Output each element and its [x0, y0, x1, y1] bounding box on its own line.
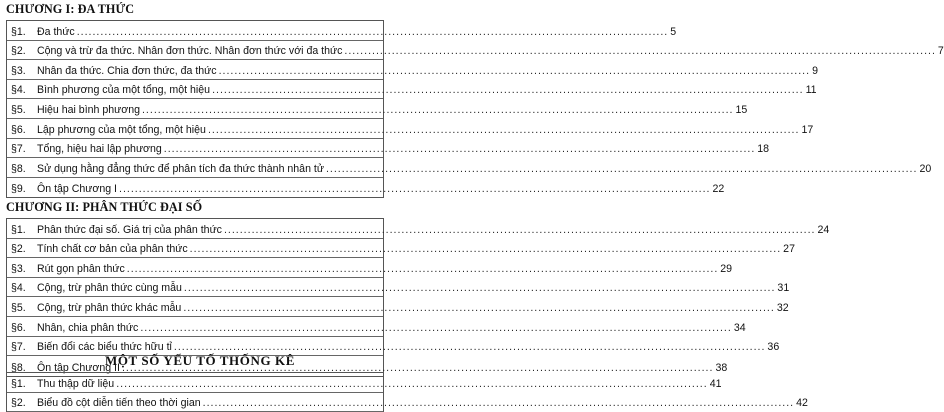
chapter-2-heading: CHƯƠNG II: PHÂN THỨC ĐẠI SỐ: [6, 200, 203, 214]
entry-title: Thu thập dữ liệu: [37, 377, 115, 390]
toc-entry[interactable]: [7, 99, 748, 119]
entry-title: Phân thức đại số. Giá trị của phân thức: [37, 223, 222, 236]
dot-leader: [183, 302, 775, 314]
toc-entry[interactable]: [7, 393, 808, 412]
toc-entry[interactable]: [7, 60, 818, 80]
toc-entry[interactable]: [7, 21, 677, 41]
entry-title: Nhân đa thức. Chia đơn thức, đa thức: [37, 64, 217, 77]
entry-page-number: 18: [757, 143, 770, 156]
toc-entry[interactable]: [7, 178, 725, 198]
entry-page-number: 15: [735, 103, 748, 116]
entry-page-number: 32: [776, 301, 789, 314]
entry-title: Ôn tập Chương II: [37, 361, 120, 374]
entry-page-number: 11: [805, 84, 817, 97]
entry-page-number: 7: [937, 45, 944, 58]
entry-number: §4.: [11, 84, 26, 97]
entry-title: Bình phương của một tổng, một hiệu: [37, 84, 211, 97]
entry-page-number: 29: [720, 262, 733, 275]
entry-number: §7.: [11, 341, 26, 354]
dot-leader: [212, 84, 804, 96]
toc-entry[interactable]: [7, 158, 932, 178]
entry-page-number: 38: [715, 361, 728, 374]
entry-number: §8.: [11, 162, 26, 175]
entry-number: §4.: [11, 282, 26, 295]
entry-page-number: 42: [796, 397, 808, 410]
entry-page-number: 20: [919, 162, 932, 175]
toc-entry[interactable]: [7, 239, 795, 259]
entry-page-number: 27: [783, 243, 795, 256]
entry-title: Biểu đồ cột diễn tiến theo thời gian: [37, 397, 201, 410]
dot-leader: [203, 397, 795, 409]
entry-title: Nhân, chia phân thức: [37, 321, 139, 334]
dot-leader: [344, 45, 936, 57]
entry-number: §3.: [11, 64, 26, 77]
entry-number: §2.: [11, 45, 26, 58]
entry-page-number: 31: [777, 282, 790, 295]
entry-page-number: 41: [709, 377, 722, 390]
entry-page-number: 9: [812, 64, 818, 77]
entry-number: §6.: [11, 321, 26, 334]
entry-number: §5.: [11, 103, 26, 116]
entry-number: §1.: [11, 223, 26, 236]
dot-leader: [224, 224, 816, 236]
entry-page-number: 17: [801, 123, 814, 136]
entry-number: §2.: [11, 397, 26, 410]
entry-title: Cộng, trừ phân thức cùng mẫu: [37, 282, 182, 295]
toc-entry[interactable]: [7, 278, 790, 298]
entry-title: Cộng và trừ đa thức. Nhân đơn thức. Nhân đơn thức với đa thức: [37, 45, 343, 58]
entry-number: §6.: [11, 123, 26, 136]
dot-leader: [190, 243, 782, 255]
toc-entry[interactable]: [7, 139, 770, 159]
section-3-heading: MỘT SỐ YẾU TỐ THỐNG KÊ: [104, 353, 296, 368]
entry-number: §3.: [11, 262, 26, 275]
dot-leader: [142, 104, 734, 116]
entry-page-number: 5: [670, 25, 677, 38]
entry-page-number: 24: [817, 223, 830, 236]
toc-entry[interactable]: [7, 297, 789, 317]
entry-title: Tính chất cơ bản của phân thức: [37, 243, 188, 256]
dot-leader: [164, 143, 756, 155]
toc-entry[interactable]: [7, 119, 814, 139]
dot-leader: [208, 124, 800, 136]
toc-entry[interactable]: [7, 219, 830, 239]
entry-title: Đa thức: [37, 25, 75, 38]
entry-number: §9.: [11, 183, 26, 196]
chapter-1-list: [6, 20, 944, 198]
dot-leader: [326, 163, 918, 175]
entry-number: §5.: [11, 301, 26, 314]
entry-number: §1.: [11, 25, 26, 38]
entry-number: §8.: [11, 361, 26, 374]
toc-entry[interactable]: [7, 317, 746, 337]
dot-leader: [140, 322, 732, 334]
toc-entry[interactable]: [7, 373, 722, 393]
entry-page-number: 34: [733, 321, 746, 334]
entry-title: Lập phương của một tổng, một hiệu: [37, 123, 206, 136]
entry-title: Rút gọn phân thức: [37, 262, 125, 275]
entry-title: Hiệu hai bình phương: [37, 103, 140, 116]
dot-leader: [184, 282, 776, 294]
dot-leader: [174, 341, 766, 353]
dot-leader: [219, 65, 811, 77]
toc-entry[interactable]: [7, 258, 733, 278]
entry-title: Cộng, trừ phân thức khác mẫu: [37, 301, 182, 314]
section-3-list: [6, 372, 808, 412]
dot-leader: [127, 263, 719, 275]
entry-title: Biến đổi các biểu thức hữu tỉ: [37, 341, 172, 354]
entry-number: §7.: [11, 143, 26, 156]
dot-leader: [119, 183, 711, 195]
entry-number: §1.: [11, 377, 26, 390]
dot-leader: [77, 26, 669, 38]
entry-title: Ôn tập Chương I: [37, 183, 117, 196]
entry-page-number: 22: [712, 183, 725, 196]
dot-leader: [116, 378, 708, 390]
toc-entry[interactable]: [7, 80, 817, 100]
entry-title: Tổng, hiệu hai lập phương: [37, 143, 162, 156]
chapter-1-heading: CHƯƠNG I: ĐA THỨC: [6, 2, 135, 16]
entry-number: §2.: [11, 243, 26, 256]
toc-entry[interactable]: [7, 41, 944, 61]
entry-page-number: 36: [767, 341, 780, 354]
entry-title: Sử dụng hằng đẳng thức để phân tích đa thức thành nhân tử: [37, 162, 324, 175]
